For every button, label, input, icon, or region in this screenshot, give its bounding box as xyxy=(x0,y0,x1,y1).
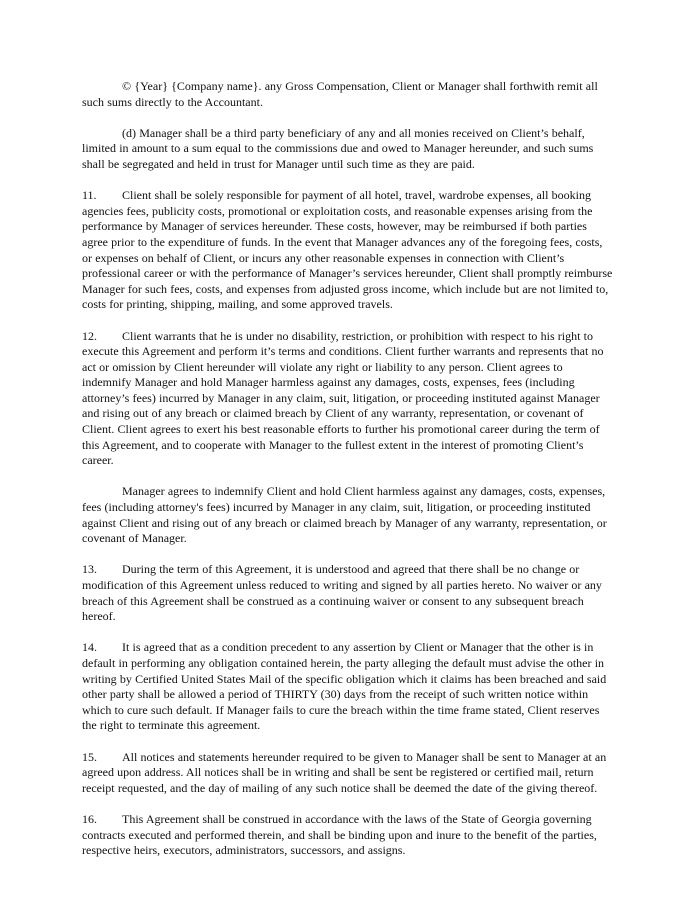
clause-11 xyxy=(82,188,613,313)
clause-number: 12. xyxy=(82,328,97,343)
clause-text: It is agreed that as a condition precedent to any assertion by Client or Manager that the other is in default in performing any obligation contained herein, the party alleging the default must advise the other in writing by Certified United States Mail of the specific obligation which it claims has been breached and said other party shall be allowed a period of THIRTY (30) days from the receipt of such written notice within which to cure such default. If Manager fails to cure the breach within the time frame stated, Client reserves the right to terminate this agreement. xyxy=(82,640,607,733)
clause-12 xyxy=(82,329,613,469)
clause-text: This Agreement shall be construed in accordance with the laws of the State of Georgia governing contracts executed and performed therein, and shall be binding upon and inure to the benefit of the parties, respective heirs, executors, administrators, successors, and assigns. xyxy=(82,811,597,858)
clause-text: During the term of this Agreement, it is understood and agreed that there shall be no change or modification of this Agreement unless reduced to writing and signed by all parties hereto. No waiver or any breach of this Agreement shall be construed as a continuing waiver or consent to any subsequent breach hereof. xyxy=(82,562,602,624)
paragraph-indemnify: Manager agrees to indemnify Client and hold Client harmless against any damages, costs, expenses, fees (including attorney's fees) incurred by Manager in any claim, suit, litigation, or proceeding instituted against Client and rising out of any breach or claimed breach by Manager of any warranty, representation, or covenant of Manager. xyxy=(82,484,607,546)
clause-15 xyxy=(82,750,613,797)
clause-number: 11. xyxy=(82,188,97,203)
clause-number: 15. xyxy=(82,749,97,764)
paragraph-beneficiary: (d) Manager shall be a third party beneficiary of any and all monies received on Client’s behalf, limited in amount to a sum equal to the commissions due and owed to Manager hereunder, and such sums shall be segregated and held in trust for Manager until such time as they are paid. xyxy=(82,125,594,171)
paragraph-remit: © {Year} {Company name}. any Gross Compensation, Client or Manager shall forthwith remit all such sums directly to the Accountant. xyxy=(82,79,598,109)
clause-text: Client warrants that he is under no disability, restriction, or prohibition with respect to his right to execute this Agreement and perform it’s terms and conditions. Client further warrants and represents that no act or omission by Client hereunder will violate any right or liability to any person. Client agrees to indemnify Manager and hold Manager harmless against any damages, costs, expenses, fees (including attorney’s fees) incurred by Manager in any claim, suit, litigation, or proceeding instituted against Manager and rising out of any breach or claimed breach by Client of any warranty, representation, or covenant of Client. Client agrees to exert his best reasonable efforts to further his promotional career during the term of this Agreement, and to cooperate with Manager to the fullest extent in the interest of promoting Client’s career. xyxy=(82,328,604,468)
clause-14 xyxy=(82,640,613,734)
clause-13 xyxy=(82,562,613,624)
clause-number: 14. xyxy=(82,640,97,655)
clause-number: 13. xyxy=(82,562,97,577)
clause-number: 16. xyxy=(82,811,97,826)
clause-text: All notices and statements hereunder required to be given to Manager shall be sent to Manager at an agreed upon address. All notices shall be in writing and shall be sent be registered or certified mail, return receipt requested, and the day of mailing of any such notice shall be deemed the date of the giving thereof. xyxy=(82,749,607,795)
clause-16 xyxy=(82,812,613,859)
clause-text: Client shall be solely responsible for payment of all hotel, travel, wardrobe expenses, all booking agencies fees, publicity costs, promotional or exploitation costs, and reasonable expenses arising from the performance by Manager of services hereunder. These costs, however, may be reimbursed if both parties agree prior to the expenditure of funds. In the event that Manager advances any of the foregoing fees, costs, or expenses on behalf of Client, or incurs any other reasonable expenses in connection with Client’s professional career or with the performance of Manager’s services hereunder, Client shall promptly reimburse Manager for such fees, costs, and expenses from adjusted gross income, which include but are not limited to, costs for printing, shipping, mailing, and some approved travels. xyxy=(82,188,613,312)
